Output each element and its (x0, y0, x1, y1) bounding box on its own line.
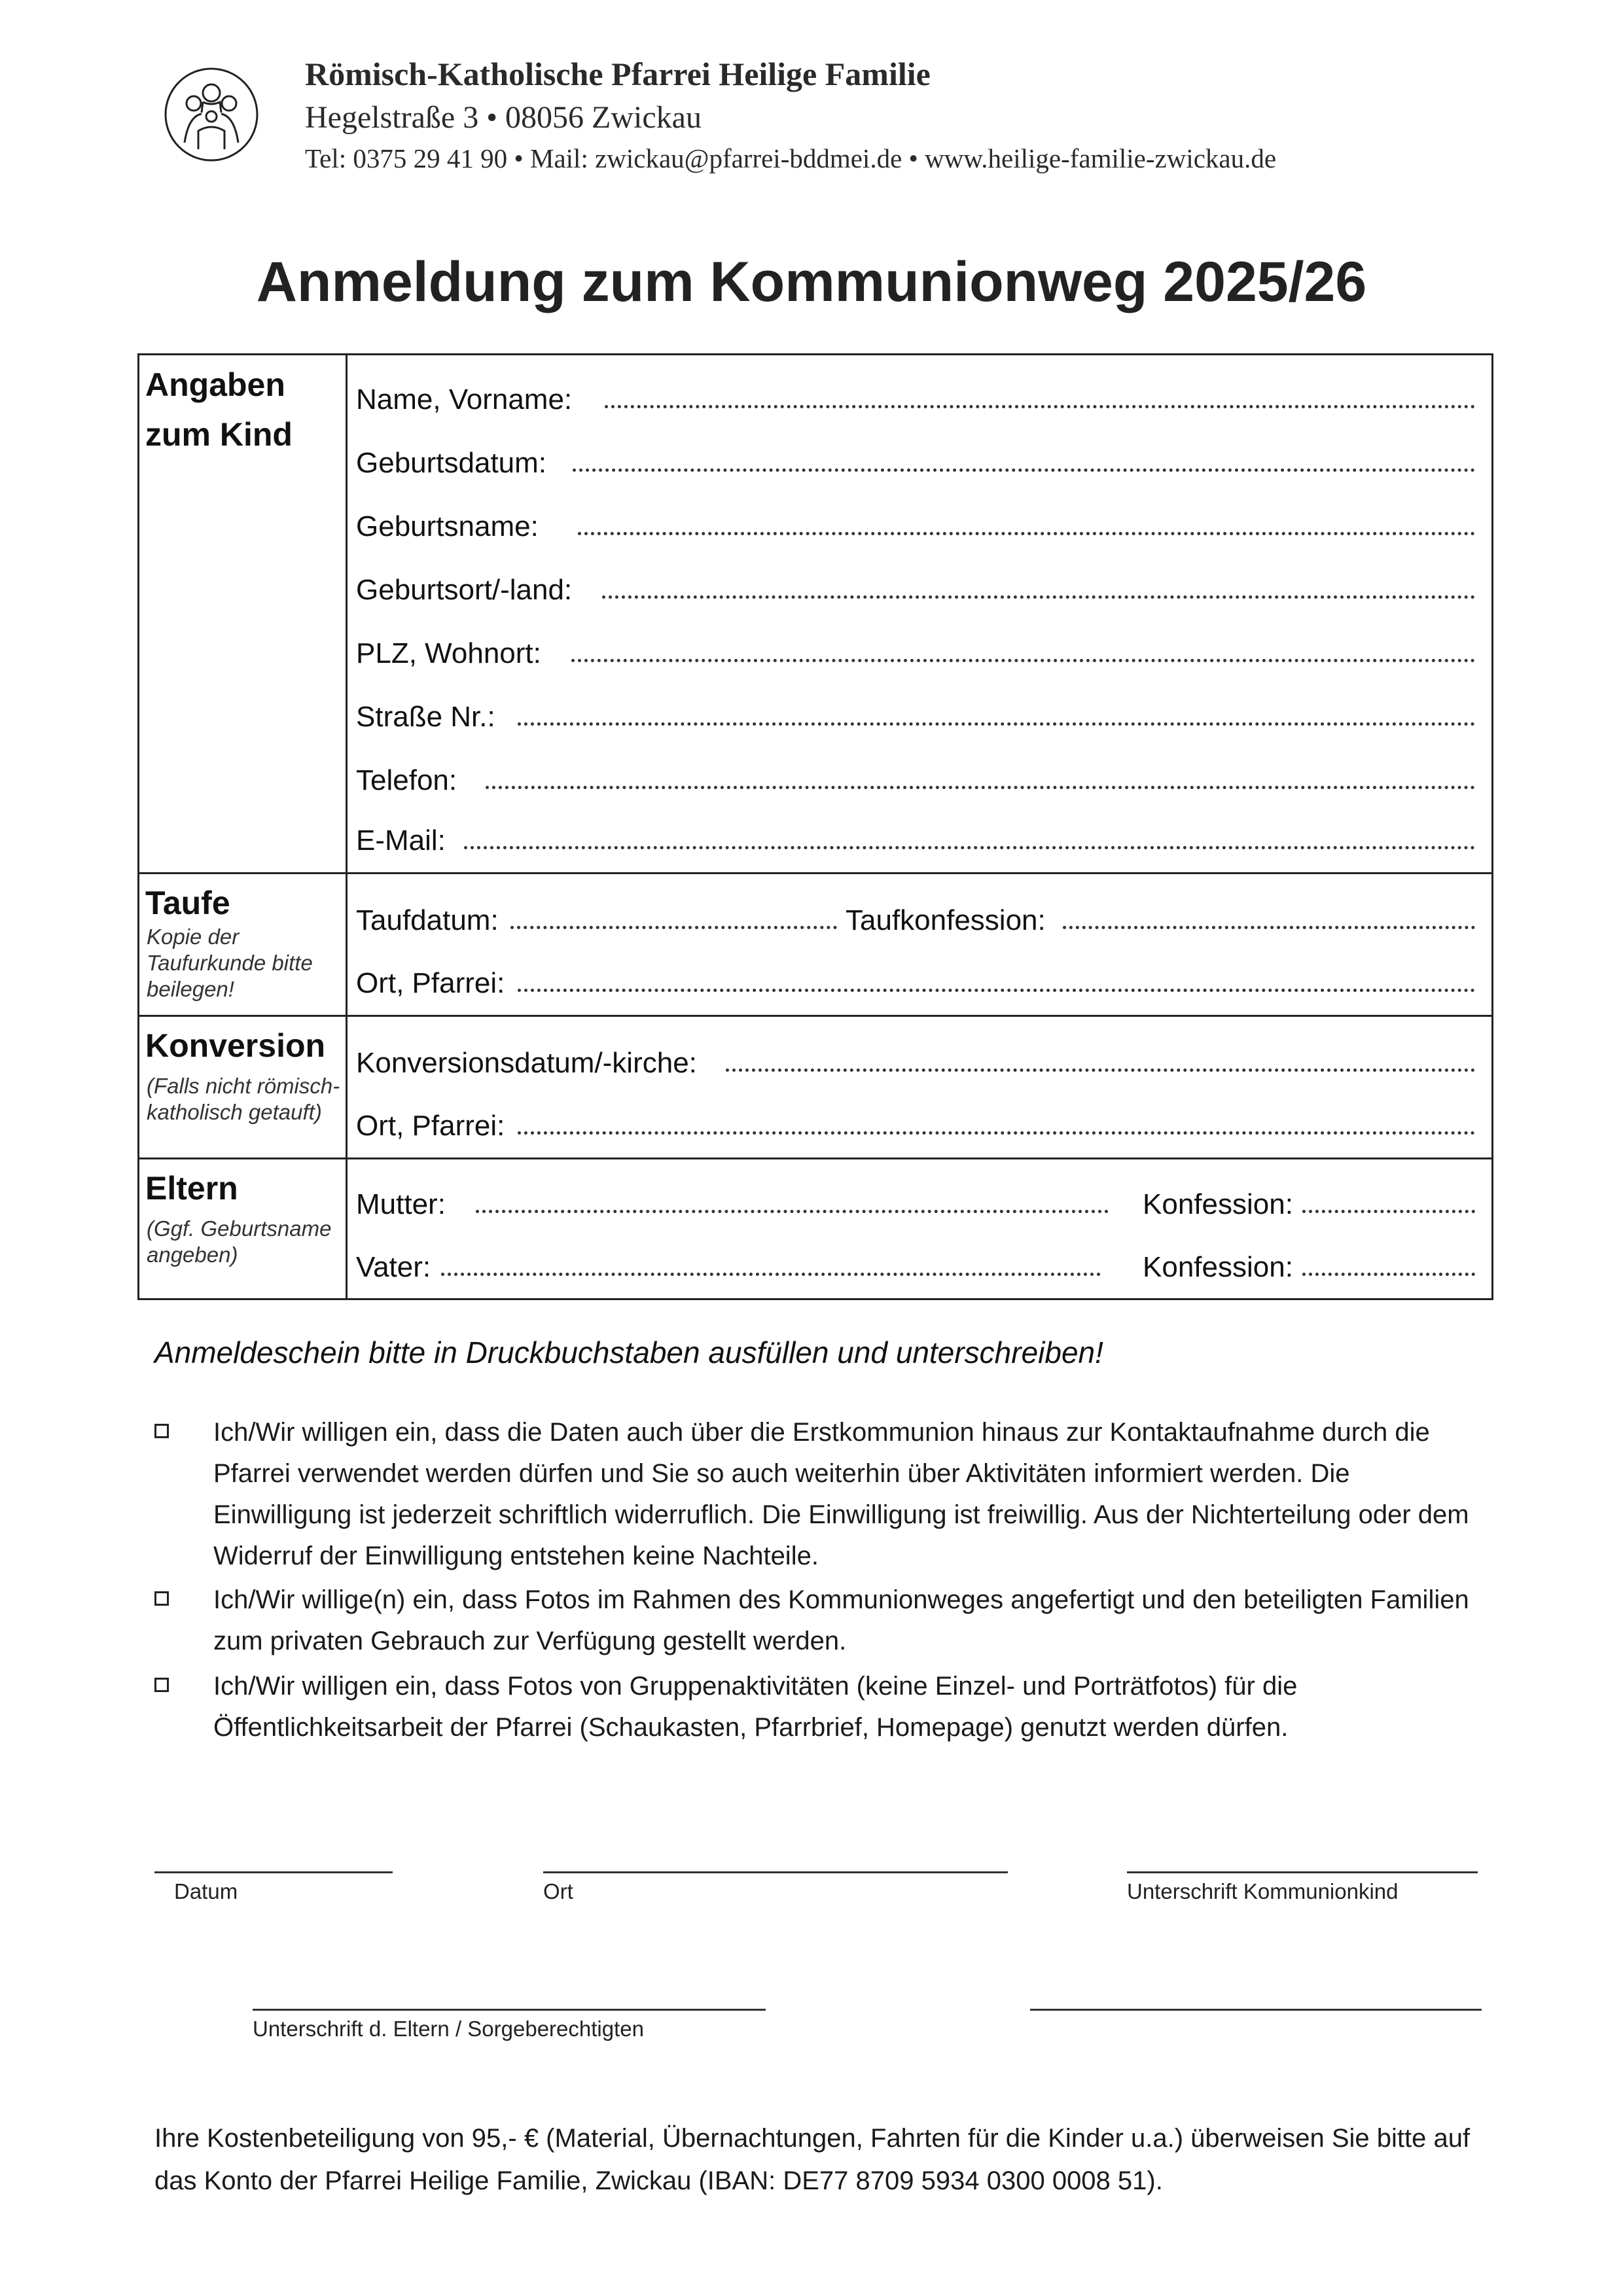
section-note-konversion: (Falls nicht römisch-katholisch getauft) (147, 1074, 340, 1124)
field-birthdate[interactable]: Geburtsdatum: (356, 440, 1475, 480)
field-postcode-city[interactable]: PLZ, Wohnort: (356, 631, 1475, 670)
signature-label-place: Ort (543, 1879, 573, 1903)
field-street[interactable]: Straße Nr.: (356, 694, 1475, 733)
signature-label-child: Unterschrift Kommunionkind (1127, 1879, 1399, 1903)
signature-label-date: Datum (174, 1879, 238, 1903)
field-name[interactable]: Name, Vorname: (356, 377, 1475, 416)
consent-text: Ich/Wir willige(n) ein, dass Fotos im Rahmen des Kommunionweges angefertigt und den beteiligten Familien zum privaten Gebrauch zur Verfügung gestellt werden. (213, 1585, 1469, 1655)
consent-checkbox-photos-public[interactable] (154, 1678, 169, 1692)
table-row-divider (137, 1015, 1493, 1017)
signature-line-parent-2[interactable] (1030, 2009, 1482, 2011)
field-father[interactable]: Vater: (356, 1245, 1101, 1284)
signature-line-place[interactable] (543, 1871, 1008, 1873)
consent-text: Ich/Wir willigen ein, dass Fotos von Gruppenaktivitäten (keine Einzel- und Porträtfotos) für die Öffentlichkeitsarbeit der Pfarrei (Schaukasten, Pfarrbrief, Homepage) genutzt werden dürfen. (213, 1672, 1298, 1742)
field-father-confession[interactable]: Konfession: (1143, 1245, 1475, 1284)
consent-checkbox-photos-private[interactable] (154, 1591, 169, 1606)
section-note-taufe: Kopie der Taufurkunde bitte beilegen! (147, 925, 313, 1001)
signature-line-child[interactable] (1127, 1871, 1478, 1873)
field-conversion-date[interactable]: Konversionsdatum/-kirche: (356, 1040, 1475, 1080)
section-title-taufe: Taufe (145, 885, 230, 921)
field-mother-confession[interactable]: Konfession: (1143, 1182, 1475, 1221)
field-email[interactable]: E-Mail: (356, 818, 1475, 857)
table-row-divider (137, 1157, 1493, 1159)
consent-item (154, 1412, 1496, 1582)
parish-logo (162, 65, 260, 164)
consent-checkbox-data[interactable] (154, 1424, 169, 1438)
page-title: Anmeldung zum Kommunionweg 2025/26 (256, 251, 1367, 313)
field-phone[interactable]: Telefon: (356, 758, 1475, 797)
field-baptism-date[interactable]: Taufdatum: (356, 898, 837, 937)
signature-label-parents: Unterschrift d. Eltern / Sorgeberechtigten (253, 2017, 644, 2041)
parish-contact: Tel: 0375 29 41 90 • Mail: zwickau@pfarrei-bddmei.de • www.heilige-familie-zwickau.de (305, 143, 1277, 173)
consent-text: Ich/Wir willigen ein, dass die Daten auch über die Erstkommunion hinaus zur Kontaktaufnahme durch die Pfarrei verwendet werden dürfen und Sie so auch weiterhin über Aktivitäten informiert werden. Die Einwilligung ist jederzeit schriftlich widerruflich. Die Einwilligung ist freiwillig. Aus der Nichterteilung oder dem Widerruf der Einwilligung entstehen keine Nachteile. (213, 1418, 1469, 1570)
consent-item (154, 1666, 1496, 1751)
signature-line-parent-1[interactable] (253, 2009, 766, 2011)
section-title-kind: Angaben zum Kind (145, 366, 293, 453)
instruction-text: Anmeldeschein bitte in Druckbuchstaben ausfüllen und unterschreiben! (154, 1335, 1103, 1369)
table-row-divider (137, 872, 1493, 874)
parish-address: Hegelstraße 3 • 08056 Zwickau (305, 100, 702, 135)
payment-note: Ihre Kostenbeteiligung von 95,- € (Material, Übernachtungen, Fahrten für die Kinder u.a.) überweisen Sie bitte auf das Konto der Pfarrei Heilige Familie, Zwickau (IBAN: DE77 8709 5934 0300 0008 51). (154, 2124, 1471, 2195)
consent-item (154, 1580, 1496, 1665)
field-baptism-place[interactable]: Ort, Pfarrei: (356, 961, 1475, 1000)
section-title-konversion: Konversion (145, 1027, 326, 1064)
section-note-eltern: (Ggf. Geburtsname angeben) (147, 1216, 332, 1267)
field-mother[interactable]: Mutter: (356, 1182, 1109, 1221)
parish-name: Römisch-Katholische Pfarrei Heilige Familie (305, 56, 931, 92)
field-birthname[interactable]: Geburtsname: (356, 504, 1475, 543)
field-baptism-confession[interactable]: Taufkonfession: (846, 898, 1475, 937)
field-conversion-place[interactable]: Ort, Pfarrei: (356, 1103, 1475, 1142)
signature-line-date[interactable] (154, 1871, 393, 1873)
section-title-eltern: Eltern (145, 1170, 238, 1207)
field-birthplace[interactable]: Geburtsort/-land: (356, 567, 1475, 607)
